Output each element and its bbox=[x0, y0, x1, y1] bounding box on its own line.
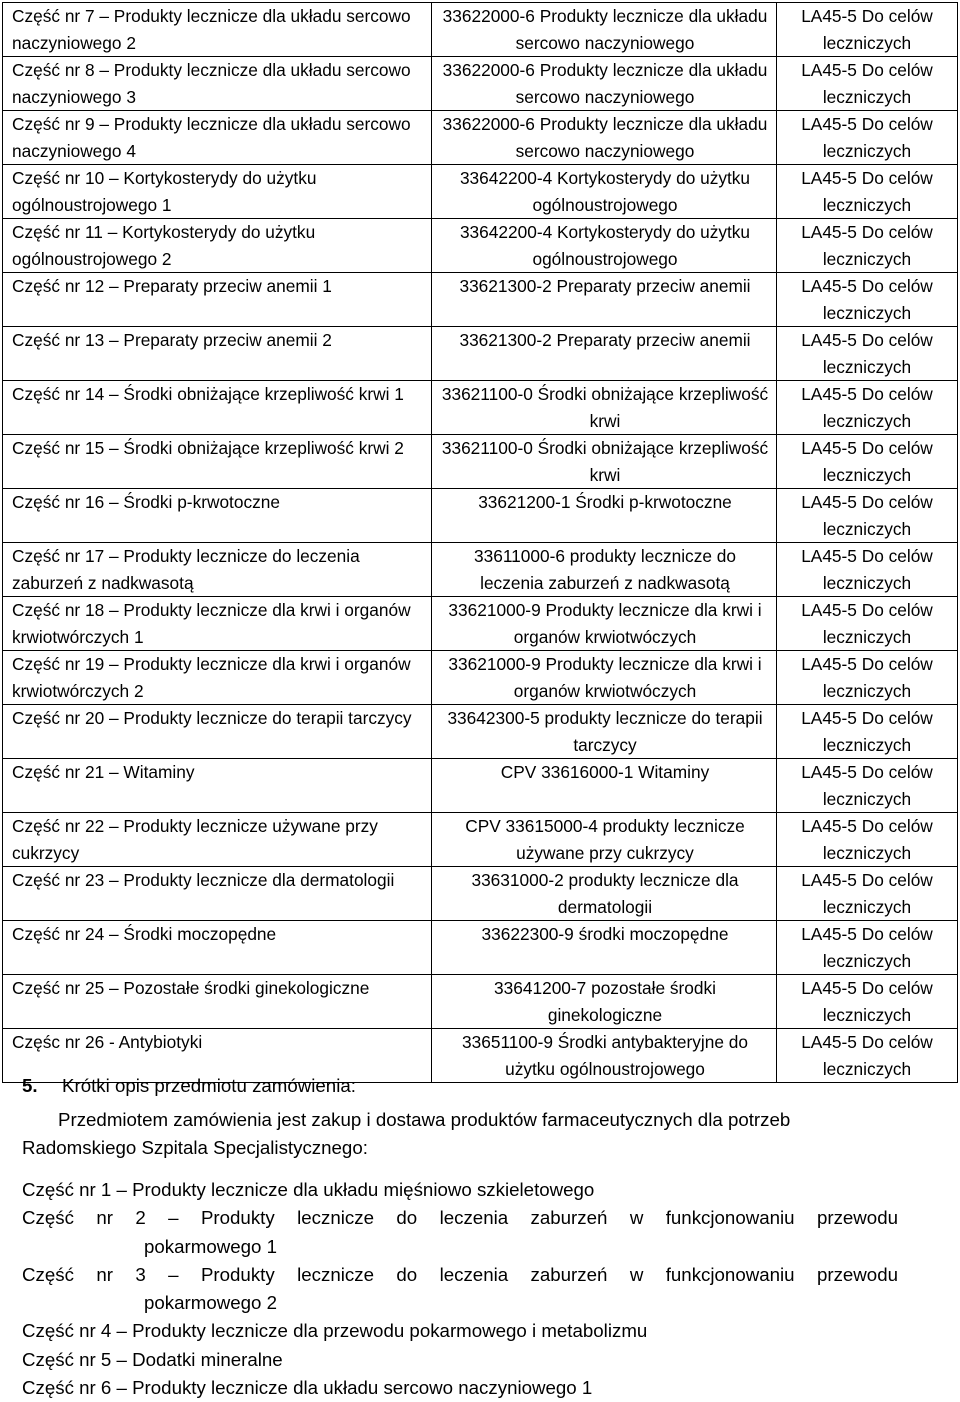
cpv-code-cell: 33642200-4 Kortykosterydy do użytku ogólnoustrojowego bbox=[432, 219, 777, 273]
purpose-code-cell: LA45-5 Do celów leczniczych bbox=[777, 1029, 958, 1083]
part-name-cell: Część nr 23 – Produkty lecznicze dla dermatologii bbox=[3, 867, 432, 921]
table-row bbox=[3, 759, 958, 813]
cpv-code-cell: 33622000-6 Produkty lecznicze dla układu sercowo naczyniowego bbox=[432, 3, 777, 57]
part-name-cell: Częśc nr 26 - Antybiotyki bbox=[3, 1029, 432, 1083]
list-item-continuation: pokarmowego 1 bbox=[144, 1235, 277, 1257]
cpv-code-cell: 33621100-0 Środki obniżające krzepliwość krwi bbox=[432, 381, 777, 435]
purpose-code-cell: LA45-5 Do celów leczniczych bbox=[777, 327, 958, 381]
intro-line-2: Radomskiego Szpitala Specjalistycznego: bbox=[22, 1137, 368, 1159]
table-row bbox=[3, 813, 958, 867]
part-name-cell: Część nr 19 – Produkty lecznicze dla krwi i organów krwiotwórczych 2 bbox=[3, 651, 432, 705]
purpose-code-cell: LA45-5 Do celów leczniczych bbox=[777, 705, 958, 759]
table-row bbox=[3, 597, 958, 651]
purpose-code-cell: LA45-5 Do celów leczniczych bbox=[777, 111, 958, 165]
part-name-cell: Część nr 20 – Produkty lecznicze do terapii tarczycy bbox=[3, 705, 432, 759]
cpv-code-cell: 33621000-9 Produkty lecznicze dla krwi i organów krwiotwóczych bbox=[432, 651, 777, 705]
purpose-code-cell: LA45-5 Do celów leczniczych bbox=[777, 435, 958, 489]
cpv-code-cell: 33622300-9 środki moczopędne bbox=[432, 921, 777, 975]
purpose-code-cell: LA45-5 Do celów leczniczych bbox=[777, 813, 958, 867]
purpose-code-cell: LA45-5 Do celów leczniczych bbox=[777, 381, 958, 435]
intro-line-1: Przedmiotem zamówienia jest zakup i dostawa produktów farmaceutycznych dla potrzeb bbox=[58, 1109, 791, 1130]
list-item-continuation: pokarmowego 2 bbox=[144, 1292, 277, 1314]
cpv-code-cell: 33611000-6 produkty lecznicze do leczenia zaburzeń z nadkwasotą bbox=[432, 543, 777, 597]
part-name-cell: Część nr 7 – Produkty lecznicze dla układu sercowo naczyniowego 2 bbox=[3, 3, 432, 57]
part-name-cell: Część nr 10 – Kortykosterydy do użytku ogólnoustrojowego 1 bbox=[3, 165, 432, 219]
table-row bbox=[3, 921, 958, 975]
list-item-text: Część nr 6 – Produkty lecznicze dla układu sercowo naczyniowego 1 bbox=[22, 1377, 593, 1399]
purpose-code-cell: LA45-5 Do celów leczniczych bbox=[777, 921, 958, 975]
purpose-code-cell: LA45-5 Do celów leczniczych bbox=[777, 273, 958, 327]
table-row bbox=[3, 327, 958, 381]
table-row bbox=[3, 543, 958, 597]
list-item bbox=[22, 1374, 898, 1402]
purpose-code-cell: LA45-5 Do celów leczniczych bbox=[777, 489, 958, 543]
table-row bbox=[3, 273, 958, 327]
list-item-text: Część nr 4 – Produkty lecznicze dla przewodu pokarmowego i metabolizmu bbox=[22, 1320, 648, 1342]
table-row bbox=[3, 165, 958, 219]
cpv-code-cell: 33622000-6 Produkty lecznicze dla układu sercowo naczyniowego bbox=[432, 57, 777, 111]
cpv-code-cell: 33621200-1 Środki p-krwotoczne bbox=[432, 489, 777, 543]
table-row bbox=[3, 705, 958, 759]
list-item-text: Część nr 5 – Dodatki mineralne bbox=[22, 1348, 283, 1370]
purpose-code-cell: LA45-5 Do celów leczniczych bbox=[777, 219, 958, 273]
table-row bbox=[3, 57, 958, 111]
cpv-code-cell: 33621300-2 Preparaty przeciw anemii bbox=[432, 327, 777, 381]
purpose-code-cell: LA45-5 Do celów leczniczych bbox=[777, 759, 958, 813]
table-row bbox=[3, 489, 958, 543]
cpv-code-cell: CPV 33615000-4 produkty lecznicze używane przy cukrzycy bbox=[432, 813, 777, 867]
purpose-code-cell: LA45-5 Do celów leczniczych bbox=[777, 597, 958, 651]
table-row bbox=[3, 651, 958, 705]
table-row bbox=[3, 219, 958, 273]
purpose-code-cell: LA45-5 Do celów leczniczych bbox=[777, 975, 958, 1029]
purpose-code-cell: LA45-5 Do celów leczniczych bbox=[777, 867, 958, 921]
section-intro bbox=[22, 1106, 898, 1163]
part-name-cell: Część nr 18 – Produkty lecznicze dla krwi i organów krwiotwórczych 1 bbox=[3, 597, 432, 651]
cpv-code-cell: 33621000-9 Produkty lecznicze dla krwi i organów krwiotwóczych bbox=[432, 597, 777, 651]
purpose-code-cell: LA45-5 Do celów leczniczych bbox=[777, 543, 958, 597]
part-name-cell: Część nr 17 – Produkty lecznicze do leczenia zaburzeń z nadkwasotą bbox=[3, 543, 432, 597]
list-item bbox=[22, 1204, 898, 1261]
list-item-text: Część nr 1 – Produkty lecznicze dla układu mięśniowo szkieletowego bbox=[22, 1179, 595, 1200]
table-row bbox=[3, 381, 958, 435]
part-name-cell: Część nr 22 – Produkty lecznicze używane przy cukrzycy bbox=[3, 813, 432, 867]
list-item bbox=[22, 1346, 898, 1374]
purpose-code-cell: LA45-5 Do celów leczniczych bbox=[777, 651, 958, 705]
part-name-cell: Część nr 12 – Preparaty przeciw anemii 1 bbox=[3, 273, 432, 327]
purpose-code-cell: LA45-5 Do celów leczniczych bbox=[777, 3, 958, 57]
list-item-text: Część nr 3 – Produkty lecznicze do leczenia zaburzeń w funkcjonowaniu przewodu bbox=[22, 1263, 898, 1285]
cpv-code-cell: 33631000-2 produkty lecznicze dla dermatologii bbox=[432, 867, 777, 921]
table-row bbox=[3, 111, 958, 165]
cpv-code-cell: 33642300-5 produkty lecznicze do terapii tarczycy bbox=[432, 705, 777, 759]
parts-table-body bbox=[3, 3, 958, 1083]
purpose-code-cell: LA45-5 Do celów leczniczych bbox=[777, 57, 958, 111]
part-name-cell: Część nr 8 – Produkty lecznicze dla układu sercowo naczyniowego 3 bbox=[3, 57, 432, 111]
part-name-cell: Część nr 11 – Kortykosterydy do użytku ogólnoustrojowego 2 bbox=[3, 219, 432, 273]
part-name-cell: Część nr 21 – Witaminy bbox=[3, 759, 432, 813]
part-name-cell: Część nr 15 – Środki obniżające krzepliwość krwi 2 bbox=[3, 435, 432, 489]
part-list bbox=[22, 1176, 898, 1402]
part-name-cell: Część nr 16 – Środki p-krwotoczne bbox=[3, 489, 432, 543]
cpv-code-cell: 33642200-4 Kortykosterydy do użytku ogólnoustrojowego bbox=[432, 165, 777, 219]
table-row bbox=[3, 3, 958, 57]
part-name-cell: Część nr 14 – Środki obniżające krzepliwość krwi 1 bbox=[3, 381, 432, 435]
list-item bbox=[22, 1176, 898, 1204]
cpv-code-cell: CPV 33616000-1 Witaminy bbox=[432, 759, 777, 813]
part-name-cell: Część nr 9 – Produkty lecznicze dla układu sercowo naczyniowego 4 bbox=[3, 111, 432, 165]
table-row bbox=[3, 975, 958, 1029]
cpv-code-cell: 33621100-0 Środki obniżające krzepliwość krwi bbox=[432, 435, 777, 489]
table-row bbox=[3, 867, 958, 921]
list-item bbox=[22, 1317, 898, 1345]
section-number: 5. bbox=[22, 1075, 38, 1096]
purpose-code-cell: LA45-5 Do celów leczniczych bbox=[777, 165, 958, 219]
cpv-code-cell: 33641200-7 pozostałe środki ginekologiczne bbox=[432, 975, 777, 1029]
parts-table bbox=[2, 2, 958, 1083]
list-item bbox=[22, 1261, 898, 1318]
cpv-code-cell: 33622000-6 Produkty lecznicze dla układu sercowo naczyniowego bbox=[432, 111, 777, 165]
list-item-text: Część nr 2 – Produkty lecznicze do leczenia zaburzeń w funkcjonowaniu przewodu bbox=[22, 1207, 898, 1229]
section-heading bbox=[22, 1072, 356, 1100]
part-name-cell: Część nr 24 – Środki moczopędne bbox=[3, 921, 432, 975]
section-title: Krótki opis przedmiotu zamówienia: bbox=[62, 1075, 356, 1096]
part-name-cell: Część nr 13 – Preparaty przeciw anemii 2 bbox=[3, 327, 432, 381]
table-row bbox=[3, 435, 958, 489]
part-name-cell: Część nr 25 – Pozostałe środki ginekologiczne bbox=[3, 975, 432, 1029]
cpv-code-cell: 33621300-2 Preparaty przeciw anemii bbox=[432, 273, 777, 327]
cpv-code-cell: 33651100-9 Środki antybakteryjne do użytku ogólnoustrojowego bbox=[432, 1029, 777, 1083]
